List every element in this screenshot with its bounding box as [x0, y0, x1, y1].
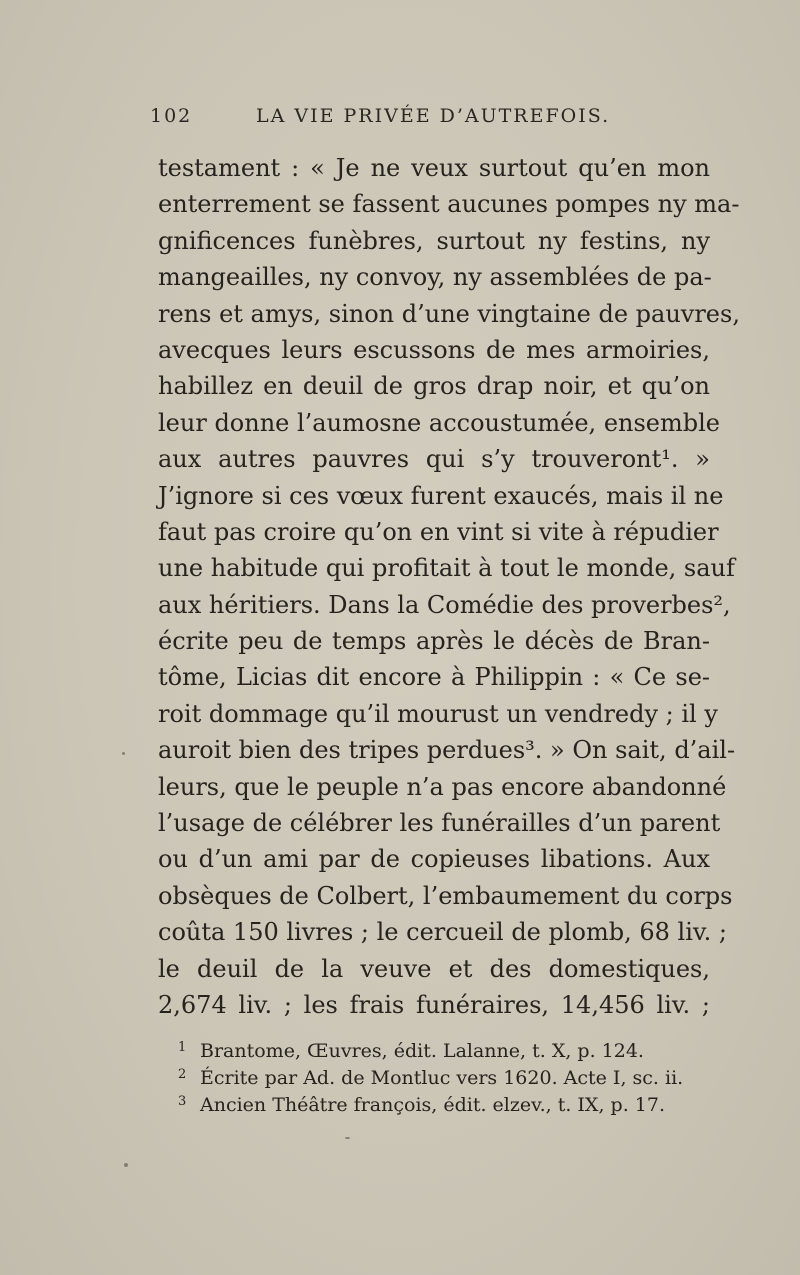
text-line: écrite peu de temps après le décès de Bran- — [158, 627, 710, 656]
text-line: roit dommage qu’il mourust un vendredy ; il y — [158, 699, 718, 728]
text-line: habillez en deuil de gros drap noir, et qu’on — [158, 372, 710, 401]
footnote-text: Brantome, Œuvres, édit. Lalanne, t. X, p. 124. — [200, 1040, 644, 1062]
text-line: auroit bien des tripes perdues³. » On sait, d’ail- — [158, 736, 736, 765]
footnote-number: 1 — [178, 1040, 187, 1055]
text-line: leur donne l’aumosne accoustumée, ensemble — [158, 408, 720, 437]
text-line: obsèques de Colbert, l’embaumement du corps — [158, 881, 733, 910]
text-line: rens et amys, sinon d’une vingtaine de pauvres, — [158, 299, 740, 328]
text-line: leurs, que le peuple n’a pas encore abandonné — [158, 772, 727, 801]
footnote — [178, 1092, 698, 1119]
paper-speck — [122, 752, 125, 755]
body-text — [158, 150, 740, 1023]
text-line: tôme, Licias dit encore à Philippin : « Ce se- — [158, 663, 710, 692]
text-line: le deuil de la veuve et des domestiques, — [158, 954, 710, 983]
running-title: LA VIE PRIVÉE D’AUTREFOIS. — [256, 105, 611, 127]
footnote-number: 2 — [178, 1067, 187, 1082]
page-number: 102 — [150, 105, 193, 127]
text-line: faut pas croire qu’on en vint si vite à répudier — [158, 517, 719, 546]
footnote-number: 3 — [178, 1094, 187, 1109]
text-line: enterrement se fassent aucunes pompes ny ma- — [158, 190, 740, 219]
text-line: 2,674 liv. ; les frais funéraires, 14,456 liv. ; — [158, 990, 710, 1019]
text-line: une habitude qui profitait à tout le monde, sauf — [158, 554, 735, 583]
footnotes — [178, 1038, 698, 1119]
footnote — [178, 1065, 698, 1092]
text-line: ou d’un ami par de copieuses libations. Aux — [158, 845, 710, 874]
footnote-text: Ancien Théâtre françois, édit. elzev., t. IX, p. 17. — [200, 1094, 665, 1116]
text-line: testament : « Je ne veux surtout qu’en mon — [158, 154, 710, 182]
paper-speck — [345, 1137, 350, 1139]
text-line: mangeailles, ny convoy, ny assemblées de pa- — [158, 263, 712, 292]
text-line: gnificences funèbres, surtout ny festins, ny — [158, 226, 710, 255]
text-line: coûta 150 livres ; le cercueil de plomb, 68 liv. ; — [158, 918, 727, 947]
text-line: aux autres pauvres qui s’y trouveront¹. » — [158, 445, 710, 474]
text-line: avecques leurs escussons de mes armoiries, — [158, 335, 710, 364]
text-line: J’ignore si ces vœux furent exaucés, mais il ne — [158, 481, 724, 510]
text-line: aux héritiers. Dans la Comédie des proverbes², — [158, 590, 731, 619]
paper-speck — [124, 1163, 128, 1167]
footnote-text: Écrite par Ad. de Montluc vers 1620. Acte I, sc. ii. — [200, 1067, 684, 1089]
page-header — [150, 105, 710, 137]
footnote — [178, 1038, 698, 1065]
text-line: l’usage de célébrer les funérailles d’un parent — [158, 809, 721, 838]
